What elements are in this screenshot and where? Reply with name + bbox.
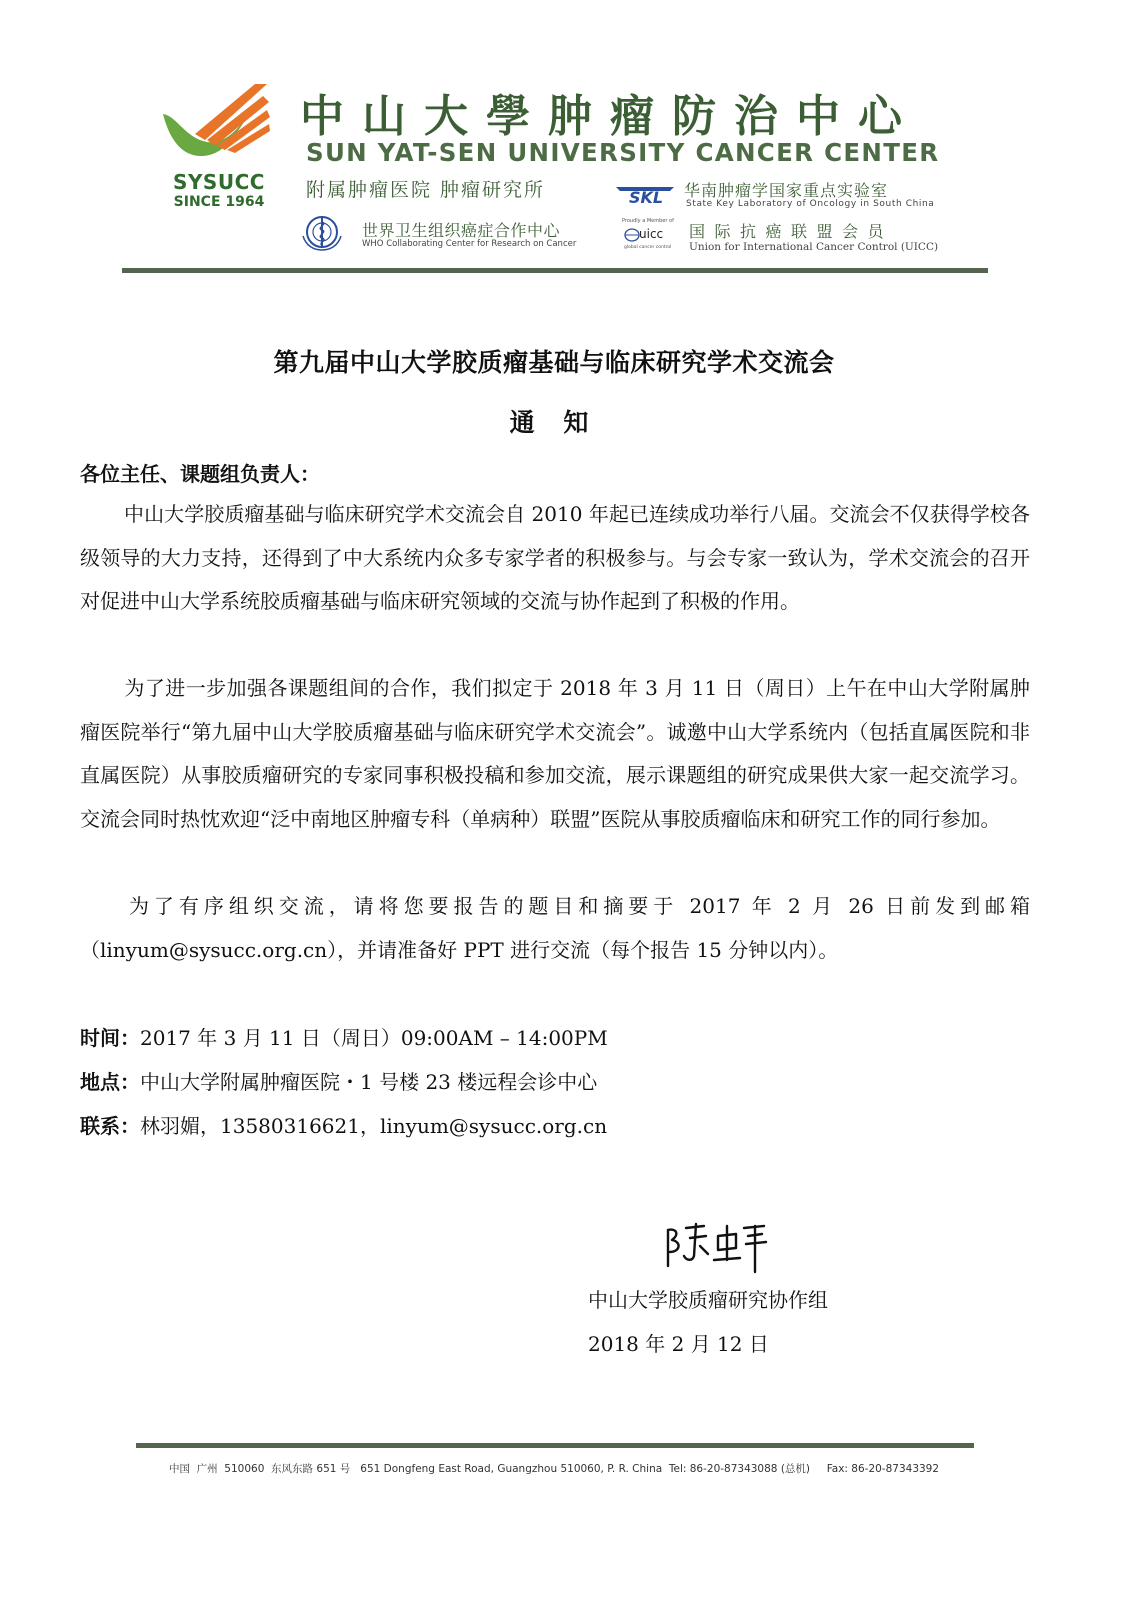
uicc-proud-text: Proudly a Member of: [622, 218, 674, 224]
uicc-globe-icon: [624, 228, 640, 242]
paragraph-2-text: 为了进一步加强各课题组间的合作，我们拟定于 2018 年 3 月 11 日（周日）上午在中山大学附属肿瘤医院举行“第九届中山大学胶质瘤基础与临床研究学术交流会”。诚邀中山大学系统内（包括直属医院和非直属医院）从事胶质瘤研究的专家同事积极投稿和参加交流，展示课题组的研究成果供大家一起交流学习。交流会同时热忱欢迎“泛中南地区肿瘤专科（单病种）联盟”医院从事胶质瘤临床和研究工作的同行参加。: [80, 676, 1030, 831]
time-label: 时间：: [80, 1026, 140, 1050]
letterhead-title-en: SUN YAT-SEN UNIVERSITY CANCER CENTER: [306, 138, 940, 167]
paragraph-3-text: 为了有序组织交流，请将您要报告的题目和摘要于 2017 年 2 月 26 日前发到邮箱（linyum@sysucc.org.cn），并请准备好 PPT 进行交流（每个报告 15 分钟以内）。: [80, 894, 1030, 962]
sysucc-logo-text: [160, 172, 278, 212]
skl-logo-text: SKL: [628, 188, 664, 205]
who-name-cn: 世界卫生组织癌症合作中心: [362, 221, 561, 240]
logo-abbr: SYSUCC: [173, 170, 265, 194]
contact-value: 林羽媚，13580316621，linyum@sysucc.org.cn: [140, 1114, 608, 1138]
contact-label: 联系：: [80, 1114, 140, 1138]
paragraph-1: [80, 493, 1030, 624]
paragraph-1-text: 中山大学胶质瘤基础与临床研究学术交流会自 2010 年起已连续成功举行八届。交流会不仅获得学校各级领导的大力支持，还得到了中大系统内众多专家学者的积极参与。与会专家一致认为，学术交流会的召开对促进中山大学系统胶质瘤基础与临床研究领域的交流与协作起到了积极的作用。: [80, 502, 1030, 613]
skl-logo-icon: [614, 183, 678, 205]
skl-name-cn: 华南肿瘤学国家重点实验室: [684, 181, 889, 200]
who-emblem-icon: [300, 212, 344, 252]
document-subtitle: 通 知: [509, 408, 599, 437]
document-title: 第九届中山大学胶质瘤基础与临床研究学术交流会: [273, 348, 835, 377]
time-value: 2017 年 3 月 11 日（周日）09:00AM – 14:00PM: [140, 1026, 608, 1050]
sysucc-logo: [155, 76, 275, 171]
who-name-en: WHO Collaborating Center for Research on Cancer: [362, 239, 577, 249]
paragraph-2: [80, 667, 1030, 841]
logo-since: SINCE 1964: [173, 194, 265, 210]
uicc-logo-text: uicc: [639, 227, 664, 241]
salutation: 各位主任、课题组负责人：: [80, 462, 320, 486]
paragraph-3: [80, 885, 1030, 972]
uicc-tagline: global cancer control: [624, 245, 672, 250]
signature-date: 2018 年 2 月 12 日: [588, 1332, 769, 1356]
place-label: 地点：: [80, 1070, 140, 1094]
handwritten-signature: [660, 1216, 772, 1278]
footer-divider: [136, 1443, 974, 1448]
uicc-name-en: Union for International Cancer Control (UICC): [689, 241, 939, 253]
footer-address: 中国 广州 510060 东风东路 651 号 651 Dongfeng East Road, Guangzhou 510060, P. R. China Tel: 86-20-87343088 (总机) Fax: 86-20-87343392: [168, 1463, 940, 1475]
info-place: [80, 1066, 597, 1095]
place-value: 中山大学附属肿瘤医院・1 号楼 23 楼远程会诊中心: [140, 1070, 598, 1094]
letterhead-title-cn: 中山大學肿瘤防治中心: [300, 91, 920, 142]
uicc-name-cn: 国际抗癌联盟会员: [689, 222, 894, 241]
letterhead-affiliates: 附属肿瘤医院 肿瘤研究所: [306, 179, 546, 201]
letterhead-divider: [122, 268, 988, 273]
info-time: [80, 1022, 608, 1051]
signature-organization: 中山大学胶质瘤研究协作组: [588, 1288, 828, 1312]
skl-name-en: State Key Laboratory of Oncology in South China: [686, 199, 935, 209]
info-contact: [80, 1110, 607, 1139]
